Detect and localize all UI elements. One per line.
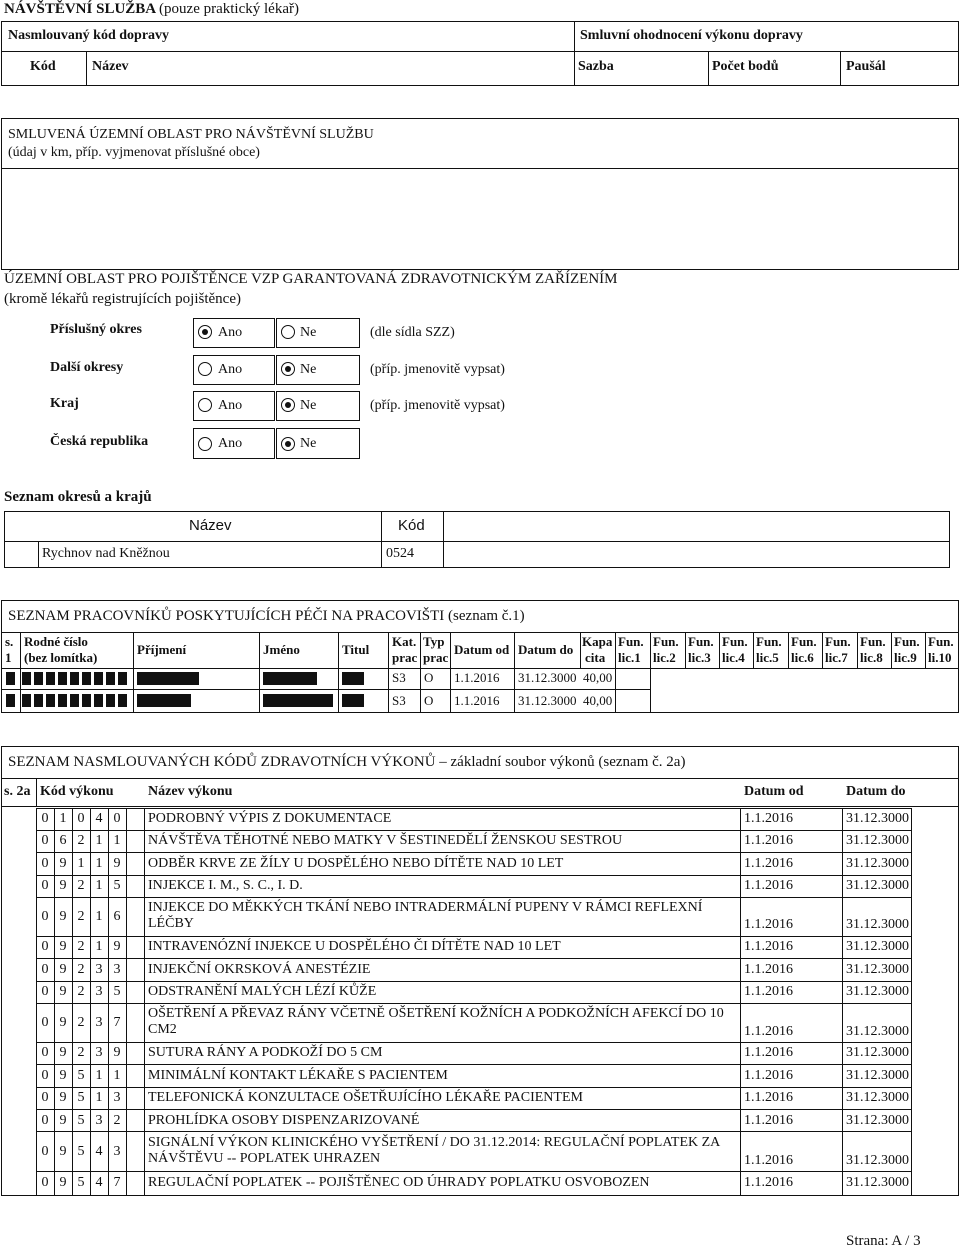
radio-ne-label: Ne [300, 398, 317, 413]
kod-digit: 9 [59, 1068, 67, 1083]
kod-digit: 3 [113, 1090, 121, 1105]
smluvena-heading: SMLUVENÁ ÚZEMNÍ OBLAST PRO NÁVŠTĚVNÍ SLUŽBU [8, 127, 374, 142]
kod-digit: 9 [59, 984, 67, 999]
radio-ano-icon[interactable] [198, 362, 212, 376]
kod-digit: 0 [41, 1144, 49, 1159]
kod-digit: 4 [95, 1144, 103, 1159]
kod-digit: 9 [59, 878, 67, 893]
col-fun-lic: lic.6 [791, 650, 814, 665]
vykony-title: SEZNAM NASMLOUVANÝCH KÓDŮ ZDRAVOTNÍCH VÝKONŮ – základní soubor výkonů (seznam č. 2a) [8, 754, 686, 770]
radio-ne-icon[interactable] [281, 362, 295, 376]
vykon-nazev: MINIMÁLNÍ KONTAKT LÉKAŘE S PACIENTEM [148, 1068, 448, 1083]
okresy-col-kod: Kód [398, 517, 425, 534]
col-fun-lic: Fun. [894, 634, 920, 649]
vykon-datum-do: 31.12.3000 [846, 939, 909, 954]
radio-ne-label: Ne [300, 436, 317, 451]
col-jmeno: Jméno [263, 642, 300, 657]
worker-kapacita: 40,00 [583, 693, 613, 708]
kod-digit: 0 [77, 811, 85, 826]
kod-digit: 0 [113, 811, 121, 826]
redacted-block [46, 694, 55, 707]
vykon-datum-do: 31.12.3000 [846, 1113, 909, 1128]
worker-kapacita: 40,00 [583, 670, 613, 685]
kod-digit: 9 [59, 1045, 67, 1060]
col-fun-lic: lic.8 [860, 650, 883, 665]
vykon-datum-od: 1.1.2016 [744, 1153, 793, 1168]
vykon-datum-od: 1.1.2016 [744, 917, 793, 932]
vykon-datum-od: 1.1.2016 [744, 878, 793, 893]
kod-digit: 0 [41, 1068, 49, 1083]
radio-ne-icon[interactable] [281, 437, 295, 451]
vykon-datum-od: 1.1.2016 [744, 856, 793, 871]
col-typ-prac: Typ [423, 634, 445, 649]
kod-digit: 0 [41, 1015, 49, 1030]
redacted-block [118, 694, 127, 707]
worker-datum-do: 31.12.3000 [518, 670, 577, 685]
kod-digit: 9 [59, 1144, 67, 1159]
col-typ-prac: prac [423, 650, 449, 665]
kod-digit: 0 [41, 962, 49, 977]
kod-digit: 3 [95, 984, 103, 999]
col-pocet-bodu: Počet bodů [712, 59, 779, 74]
col-fun-lic: Fun. [688, 634, 714, 649]
vykon-datum-od: 1.1.2016 [744, 1175, 793, 1190]
vykon-datum-od: 1.1.2016 [744, 962, 793, 977]
kod-digit: 6 [59, 833, 67, 848]
kod-digit: 9 [113, 939, 121, 954]
radio-ano-label: Ano [218, 325, 243, 340]
okresy-title: Seznam okresů a krajů [4, 489, 152, 505]
kod-digit: 3 [113, 962, 121, 977]
page-title: NÁVŠTĚVNÍ SLUŽBA (pouze praktický lékař) [4, 1, 299, 17]
worker-kat: S3 [392, 670, 406, 685]
col-nazev-vykonu: Název výkonu [148, 784, 233, 799]
vykon-datum-od: 1.1.2016 [744, 939, 793, 954]
col-fun-lic: Fun. [928, 634, 954, 649]
col-fun-lic: lic.2 [653, 650, 676, 665]
redacted-block [34, 672, 43, 685]
vykon-nazev: PODROBNÝ VÝPIS Z DOKUMENTACE [148, 811, 392, 826]
uzemni-subtitle: (kromě lékařů registrujících pojištěnce) [4, 291, 241, 307]
radio-ne-icon[interactable] [281, 325, 295, 339]
kod-digit: 5 [77, 1144, 85, 1159]
vykon-nazev: INJEKCE DO MĚKKÝCH TKÁNÍ NEBO INTRADERMÁLNÍ PUPENY V RÁMCI REFLEXNÍ LÉČBY [148, 900, 703, 931]
okres-kod: 0524 [386, 546, 414, 561]
okres-nazev: Rychnov nad Kněžnou [42, 546, 170, 561]
col-fun-lic: lic.4 [722, 650, 745, 665]
redacted-block [137, 694, 191, 707]
col-kapacita: Kapa [582, 634, 613, 649]
col-rodne-cislo: Rodné číslo [24, 634, 88, 649]
kod-digit: 3 [95, 1045, 103, 1060]
kod-digit: 9 [59, 939, 67, 954]
vykon-datum-od: 1.1.2016 [744, 1045, 793, 1060]
worker-datum-od: 1.1.2016 [454, 670, 500, 685]
kod-digit: 0 [41, 833, 49, 848]
vykon-nazev: SIGNÁLNÍ VÝKON KLINICKÉHO VYŠETŘENÍ / DO 31.12.2014: REGULAČNÍ POPLATEK ZA NÁVŠTĚVU -- POPLATEK UHRAZEN [148, 1135, 720, 1166]
kod-digit: 9 [59, 1175, 67, 1190]
vykon-datum-do: 31.12.3000 [846, 1068, 909, 1083]
col-fun-lic: lic.3 [688, 650, 711, 665]
kod-digit: 9 [59, 909, 67, 924]
col-datum-do: Datum do [846, 784, 906, 799]
vykon-nazev: INTRAVENÓZNÍ INJEKCE U DOSPĚLÉHO ČI DÍTĚTE NAD 10 LET [148, 939, 561, 954]
radio-ne-label: Ne [300, 325, 317, 340]
radio-ano-icon[interactable] [198, 398, 212, 412]
redacted-block [6, 694, 15, 707]
vykon-nazev: NÁVŠTĚVA TĚHOTNÉ NEBO MATKY V ŠESTINEDĚLÍ ŽENSKOU SESTROU [148, 833, 623, 848]
oblast-note: (příp. jmenovitě vypsat) [370, 398, 505, 413]
smluvena-oblast-input[interactable] [8, 172, 954, 266]
vykon-datum-do: 31.12.3000 [846, 962, 909, 977]
worker-kat: S3 [392, 693, 406, 708]
kod-digit: 3 [95, 1015, 103, 1030]
kod-digit: 3 [113, 1144, 121, 1159]
worker-datum-od: 1.1.2016 [454, 693, 500, 708]
radio-ano-label: Ano [218, 398, 243, 413]
col-sazba: Sazba [578, 59, 614, 74]
col-kat-prac: Kat. [392, 634, 417, 649]
redacted-block [70, 694, 79, 707]
kod-digit: 6 [113, 909, 121, 924]
col-s1: 1 [5, 650, 12, 665]
kod-digit: 2 [77, 984, 85, 999]
redacted-block [263, 672, 317, 685]
vykon-datum-do: 31.12.3000 [846, 1045, 909, 1060]
oblast-label: Kraj [50, 396, 79, 411]
col-fun-lic: Fun. [653, 634, 679, 649]
col-fun-lic: Fun. [791, 634, 817, 649]
redacted-block [58, 694, 67, 707]
col-kapacita: cita [585, 650, 606, 665]
kod-digit: 0 [41, 1113, 49, 1128]
oblast-note: (dle sídla SZZ) [370, 325, 455, 340]
col-fun-lic: Fun. [618, 634, 644, 649]
kod-digit: 9 [113, 1045, 121, 1060]
kod-digit: 3 [95, 1113, 103, 1128]
kod-digit: 2 [77, 878, 85, 893]
col-fun-lic: Fun. [825, 634, 851, 649]
col-fun-lic: lic.5 [756, 650, 779, 665]
radio-ne-label: Ne [300, 362, 317, 377]
redacted-block [6, 672, 15, 685]
smluvena-subheading: (údaj v km, příp. vyjmenovat příslušné obce) [8, 145, 260, 160]
kod-digit: 0 [41, 909, 49, 924]
vykon-nazev: ODBĚR KRVE ZE ŽÍLY U DOSPĚLÉHO NEBO DÍTĚTE NAD 10 LET [148, 856, 564, 871]
kod-digit: 9 [59, 962, 67, 977]
col-fun-lic: Fun. [860, 634, 886, 649]
kod-digit: 1 [113, 833, 121, 848]
col-pausal: Paušál [846, 59, 886, 74]
kod-digit: 1 [95, 833, 103, 848]
redacted-block [22, 694, 31, 707]
col-kod-vykonu: Kód výkonu [40, 784, 114, 799]
kod-digit: 1 [95, 1068, 103, 1083]
redacted-block [82, 672, 91, 685]
radio-ne-icon[interactable] [281, 398, 295, 412]
vykon-datum-do: 31.12.3000 [846, 878, 909, 893]
col-prijmeni: Příjmení [137, 642, 187, 657]
redacted-block [106, 672, 115, 685]
vykon-nazev: PROHLÍDKA OSOBY DISPENZARIZOVANÉ [148, 1113, 420, 1128]
col-titul: Titul [342, 642, 370, 657]
okresy-col-nazev: Název [189, 517, 232, 534]
radio-ano-label: Ano [218, 436, 243, 451]
col-s1: s. [5, 634, 14, 649]
kod-digit: 1 [95, 878, 103, 893]
kod-digit: 2 [77, 1015, 85, 1030]
kod-digit: 2 [77, 962, 85, 977]
radio-ano-icon[interactable] [198, 325, 212, 339]
kod-digit: 4 [95, 811, 103, 826]
col-datum-od: Datum od [454, 642, 510, 657]
col-fun-lic: lic.9 [894, 650, 917, 665]
redacted-block [82, 694, 91, 707]
worker-typ: O [424, 693, 434, 708]
kod-digit: 7 [113, 1015, 121, 1030]
col-datum-do: Datum do [518, 642, 574, 657]
redacted-block [70, 672, 79, 685]
col-fun-lic: lic.1 [618, 650, 641, 665]
pracovnici-title: SEZNAM PRACOVNÍKŮ POSKYTUJÍCÍCH PÉČI NA PRACOVIŠTI (seznam č.1) [8, 608, 525, 624]
page-subtitle: (pouze praktický lékař) [159, 1, 299, 17]
radio-ano-label: Ano [218, 362, 243, 377]
vykon-datum-do: 31.12.3000 [846, 1153, 909, 1168]
redacted-block [94, 694, 103, 707]
kod-digit: 5 [77, 1113, 85, 1128]
kod-digit: 9 [59, 1015, 67, 1030]
vykon-datum-od: 1.1.2016 [744, 984, 793, 999]
kod-digit: 1 [113, 1068, 121, 1083]
kod-digit: 4 [95, 1175, 103, 1190]
col-fun-lic: lic.7 [825, 650, 848, 665]
redacted-block [94, 672, 103, 685]
col-rodne-cislo-note: (bez lomítka) [24, 650, 98, 665]
vykon-nazev: INJEKCE I. M., S. C., I. D. [148, 878, 303, 893]
kod-digit: 2 [77, 939, 85, 954]
kod-digit: 0 [41, 984, 49, 999]
kod-digit: 0 [41, 878, 49, 893]
kod-digit: 2 [113, 1113, 121, 1128]
col-kod: Kód [30, 59, 56, 74]
oblast-label: Příslušný okres [50, 322, 142, 337]
oblast-note: (příp. jmenovitě vypsat) [370, 362, 505, 377]
vykon-nazev: ODSTRANĚNÍ MALÝCH LÉZÍ KŮŽE [148, 984, 377, 999]
vykon-datum-do: 31.12.3000 [846, 811, 909, 826]
col-s2a: s. 2a [4, 784, 31, 799]
worker-typ: O [424, 670, 434, 685]
kod-digit: 0 [41, 939, 49, 954]
redacted-block [118, 672, 127, 685]
kod-digit: 1 [77, 856, 85, 871]
kod-digit: 5 [113, 984, 121, 999]
kod-digit: 0 [41, 856, 49, 871]
kod-digit: 5 [77, 1068, 85, 1083]
kod-digit: 0 [41, 1090, 49, 1105]
redacted-block [58, 672, 67, 685]
kod-digit: 0 [41, 1175, 49, 1190]
vykon-nazev: TELEFONICKÁ KONZULTACE OŠETŘUJÍCÍHO LÉKAŘE PACIENTEM [148, 1090, 583, 1105]
vykon-nazev: OŠETŘENÍ A PŘEVAZ RÁNY VČETNĚ OŠETŘENÍ KOŽNÍCH A PODKOŽNÍCH AFEKCÍ DO 10 CM2 [148, 1006, 724, 1037]
col-fun-lic: Fun. [722, 634, 748, 649]
kod-digit: 3 [95, 962, 103, 977]
redacted-block [106, 694, 115, 707]
col-datum-od: Datum od [744, 784, 804, 799]
kod-digit: 1 [95, 856, 103, 871]
vykon-datum-do: 31.12.3000 [846, 1175, 909, 1190]
vykon-datum-od: 1.1.2016 [744, 1068, 793, 1083]
kod-digit: 9 [59, 856, 67, 871]
doprava-right-heading: Smluvní ohodnocení výkonu dopravy [580, 28, 803, 43]
col-nazev: Název [92, 59, 129, 74]
oblast-label: Česká republika [50, 434, 149, 449]
kod-digit: 5 [77, 1175, 85, 1190]
kod-digit: 0 [41, 1045, 49, 1060]
col-kat-prac: prac [392, 650, 418, 665]
vykon-datum-do: 31.12.3000 [846, 984, 909, 999]
kod-digit: 5 [77, 1090, 85, 1105]
kod-digit: 2 [77, 909, 85, 924]
vykon-datum-od: 1.1.2016 [744, 1090, 793, 1105]
uzemni-title: ÚZEMNÍ OBLAST PRO POJIŠTĚNCE VZP GARANTOVANÁ ZDRAVOTNICKÝM ZAŘÍZENÍM [4, 271, 618, 287]
kod-digit: 1 [59, 811, 67, 826]
vykon-datum-do: 31.12.3000 [846, 833, 909, 848]
vykon-datum-do: 31.12.3000 [846, 856, 909, 871]
redacted-block [137, 672, 199, 685]
redacted-block [263, 694, 333, 707]
redacted-block [46, 672, 55, 685]
vykon-datum-do: 31.12.3000 [846, 917, 909, 932]
col-fun-lic: li.10 [928, 650, 952, 665]
redacted-block [342, 694, 364, 707]
kod-digit: 7 [113, 1175, 121, 1190]
redacted-block [22, 672, 31, 685]
kod-digit: 1 [95, 1090, 103, 1105]
doprava-left-heading: Nasmlouvaný kód dopravy [8, 28, 170, 43]
oblast-label: Další okresy [50, 360, 124, 375]
kod-digit: 1 [95, 909, 103, 924]
kod-digit: 1 [95, 939, 103, 954]
vykon-datum-od: 1.1.2016 [744, 1024, 793, 1039]
kod-digit: 9 [113, 856, 121, 871]
redacted-block [34, 694, 43, 707]
vykon-nazev: SUTURA RÁNY A PODKOŽÍ DO 5 CM [148, 1045, 383, 1060]
kod-digit: 5 [113, 878, 121, 893]
vykon-datum-do: 31.12.3000 [846, 1090, 909, 1105]
vykon-datum-od: 1.1.2016 [744, 833, 793, 848]
vykon-nazev: REGULAČNÍ POPLATEK -- POJIŠTĚNEC OD ÚHRADY POPLATKU OSVOBOZEN [148, 1175, 650, 1190]
vykon-datum-od: 1.1.2016 [744, 1113, 793, 1128]
worker-datum-do: 31.12.3000 [518, 693, 577, 708]
redacted-block [342, 672, 364, 685]
vykon-datum-od: 1.1.2016 [744, 811, 793, 826]
vykon-nazev: INJEKČNÍ OKRSKOVÁ ANESTÉZIE [148, 962, 371, 977]
kod-digit: 9 [59, 1113, 67, 1128]
radio-ano-icon[interactable] [198, 437, 212, 451]
kod-digit: 0 [41, 811, 49, 826]
vykon-datum-do: 31.12.3000 [846, 1024, 909, 1039]
kod-digit: 9 [59, 1090, 67, 1105]
kod-digit: 2 [77, 833, 85, 848]
col-fun-lic: Fun. [756, 634, 782, 649]
kod-digit: 2 [77, 1045, 85, 1060]
page-number: Strana: A / 3 [846, 1233, 921, 1249]
